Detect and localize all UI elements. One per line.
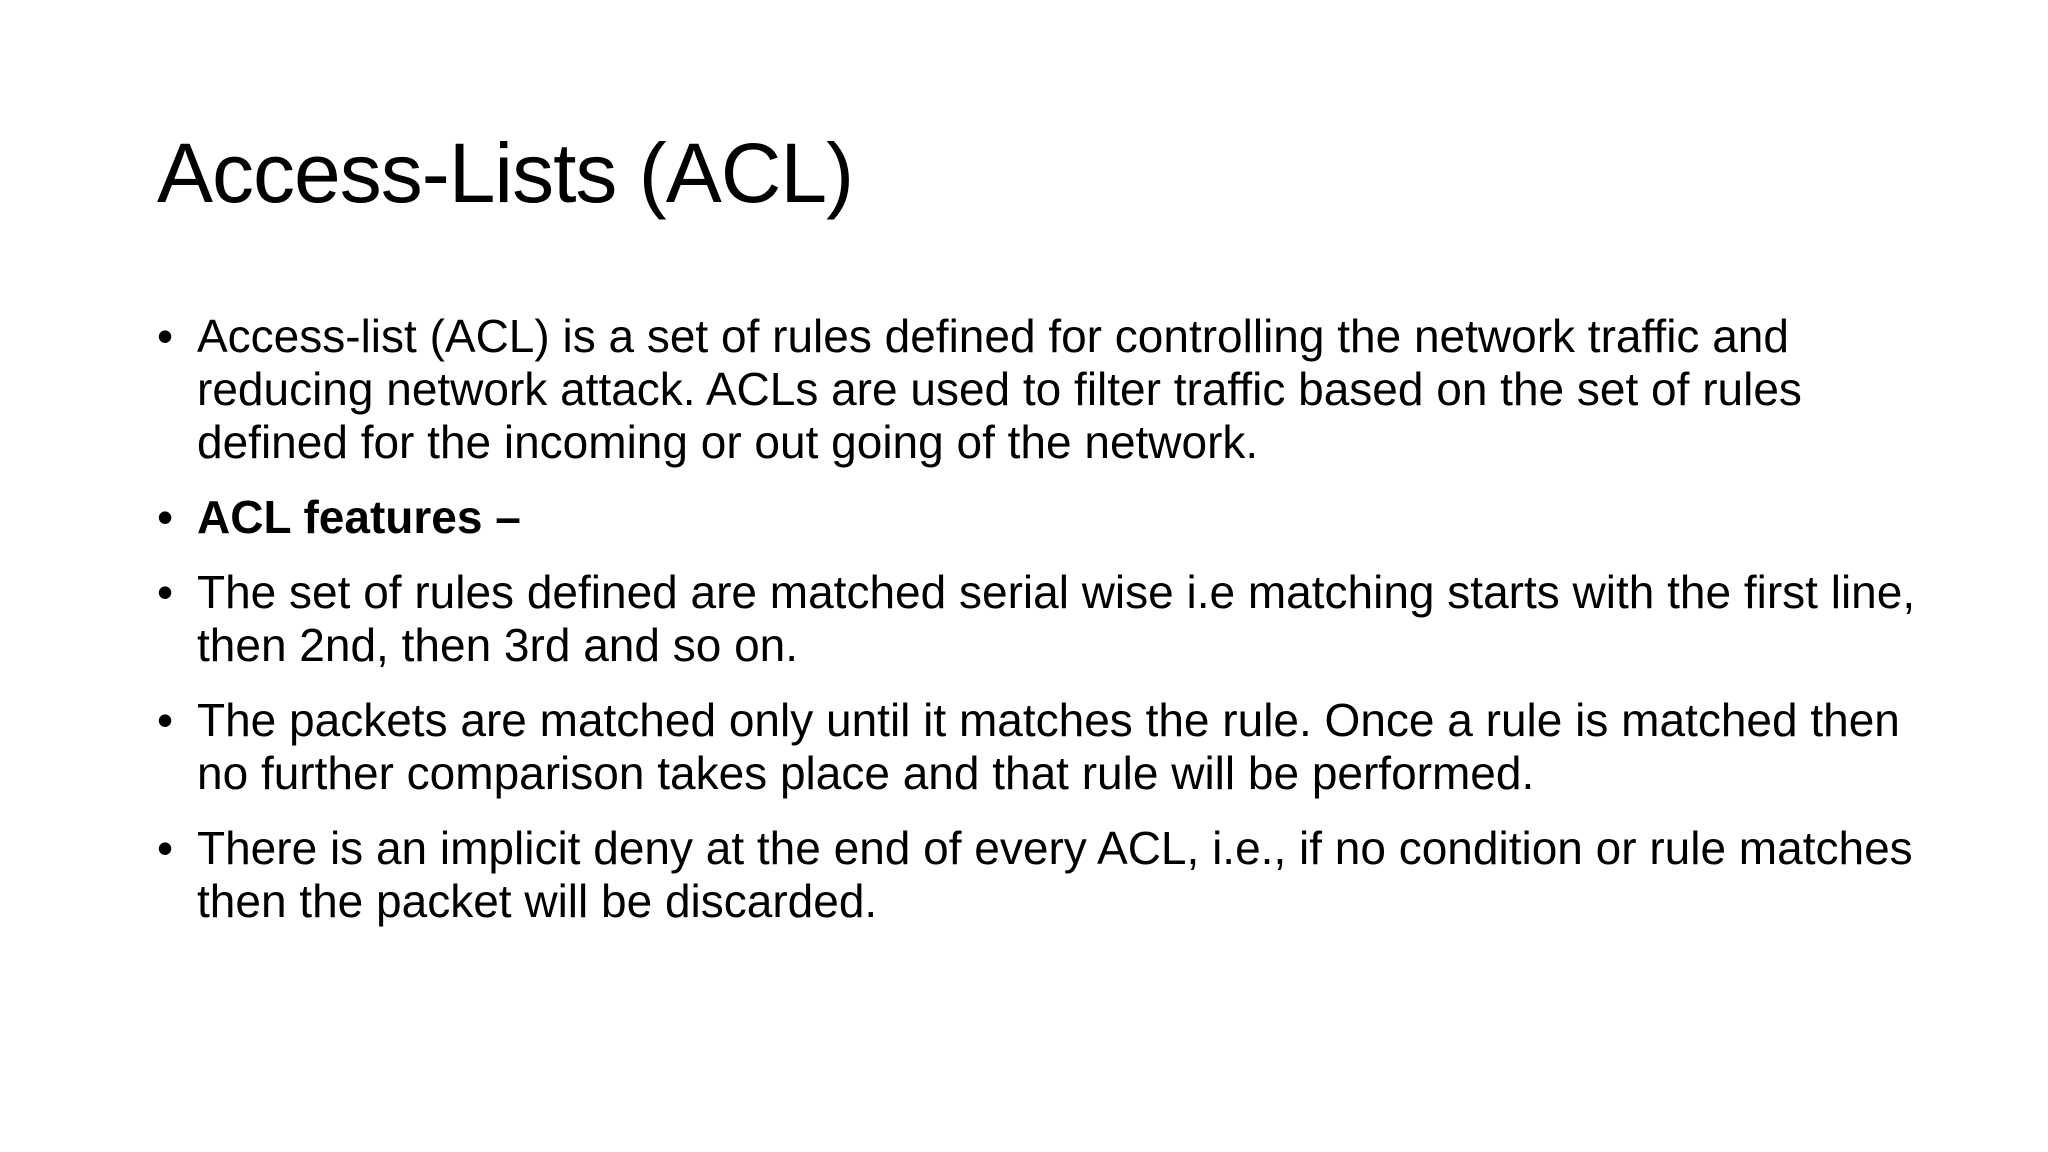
bullet-text: The set of rules defined are matched serial wise i.e matching starts with the first line, then 2nd, then 3rd and so on. (197, 566, 1916, 671)
bullet-item-implicit-deny (157, 822, 1917, 928)
bullet-item-acl-definition (157, 310, 1917, 469)
bullet-text: ACL features – (197, 491, 521, 543)
bullet-icon: • (157, 822, 174, 874)
bullet-item-acl-features (157, 491, 1917, 544)
slide-title: Access-Lists (ACL) (157, 126, 854, 220)
bullet-icon: • (157, 310, 174, 362)
bullet-item-first-match (157, 694, 1917, 800)
bullet-list (157, 310, 1917, 950)
bullet-item-serial-matching (157, 566, 1917, 672)
bullet-icon: • (157, 491, 174, 543)
bullet-icon: • (157, 694, 174, 746)
bullet-text: The packets are matched only until it matches the rule. Once a rule is matched then no further comparison takes place and that rule will be performed. (197, 694, 1900, 799)
bullet-icon: • (157, 566, 174, 618)
bullet-text: There is an implicit deny at the end of every ACL, i.e., if no condition or rule matches then the packet will be discarded. (197, 822, 1913, 927)
bullet-text: Access-list (ACL) is a set of rules defined for controlling the network traffic and reducing network attack. ACLs are used to filter traffic based on the set of rules defined for the incoming or out going of the network. (197, 310, 1802, 468)
